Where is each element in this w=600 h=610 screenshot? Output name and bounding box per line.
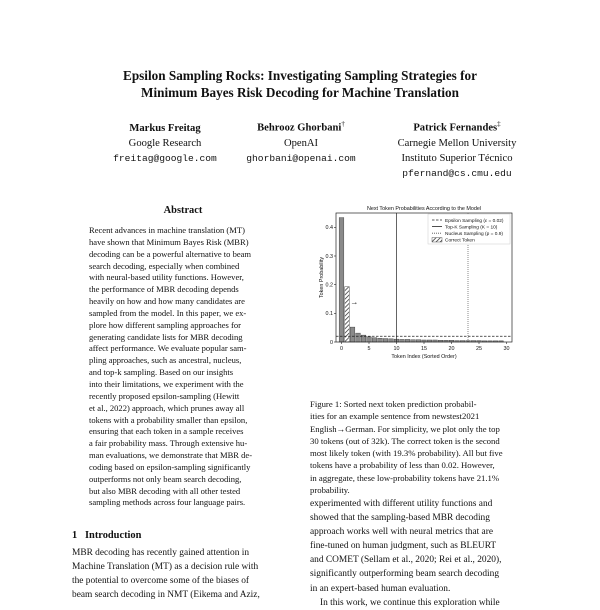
author-name: Behrooz Ghorbani <box>257 122 342 134</box>
y-axis-label: Token Probability <box>319 256 325 299</box>
introduction-line: Machine Translation (MT) as a decision rule with <box>72 562 259 573</box>
author-email: ghorbani@openai.com <box>246 152 356 164</box>
caption-line: most likely token (with 19.3% probability). All but five <box>310 448 503 459</box>
body-line: showed that the sampling-based MBR decoding <box>310 513 490 524</box>
introduction-line: beam search decoding in NMT (Eikema and Aziz, <box>72 590 260 601</box>
x-tick-label: 15 <box>421 346 427 352</box>
abstract-line: plore how different sampling approaches for <box>89 319 241 330</box>
abstract-line: tokens with a probability smaller than epsilon, <box>89 414 248 425</box>
abstract-line: outperforms not only beam search decoding, <box>89 473 242 484</box>
title-line-2: Minimum Bayes Risk Decoding for Machine Translation <box>141 85 459 100</box>
caption-line: probability. <box>310 485 350 496</box>
correct-token-bar <box>345 287 350 342</box>
abstract-line: search decoding, especially when combined <box>89 260 240 271</box>
author-affiliation: Google Research <box>128 138 202 149</box>
x-tick-label: 0 <box>340 346 343 352</box>
y-tick-label: 0 <box>330 339 333 346</box>
author-affiliation: Instituto Superior Técnico <box>401 152 513 164</box>
author-email: pfernand@cs.cmu.edu <box>402 167 512 179</box>
author-email: freitag@google.com <box>113 153 217 164</box>
author-block-3 <box>372 117 542 181</box>
body-line: experimented with different utility functions and <box>310 499 493 509</box>
legend-label: Epsilon Sampling (ε = 0.02) <box>445 218 504 224</box>
y-tick-label: 0.4 <box>325 225 333 232</box>
legend-label: Nucleus Sampling (p = 0.9) <box>445 232 503 237</box>
abstract-line: generating candidate lists for MBR decoding <box>89 331 243 342</box>
y-tick-label: 0.1 <box>325 311 333 318</box>
author-affiliation: OpenAI <box>283 137 319 149</box>
legend-swatch <box>432 238 442 242</box>
legend-label: Top-K Sampling (K = 10) <box>445 225 498 231</box>
section-heading-introduction <box>72 530 141 541</box>
probability-bar <box>367 337 372 342</box>
legend-label: Correct Token <box>445 238 475 244</box>
paper-title <box>0 67 600 101</box>
author-block-2 <box>228 117 374 166</box>
x-axis-label: Token Index (Sorted Order) <box>391 354 457 360</box>
abstract-line: decoding can be a powerful alternative to beam <box>89 248 252 259</box>
abstract-line: Recent advances in machine translation (MT) <box>89 225 245 235</box>
caption-line: ities for an example sentence from newstest2021 <box>310 411 480 422</box>
probability-bar <box>339 218 344 342</box>
x-tick-label: 30 <box>503 346 510 352</box>
caption-line: Figure 1: Sorted next token prediction probabil- <box>310 399 477 409</box>
abstract-line: sampling methods across four language pairs. <box>89 497 246 508</box>
caption-line: 30 tokens (out of 32k). The correct token is the second <box>310 435 500 446</box>
abstract-heading: Abstract <box>163 205 203 216</box>
probability-bar <box>389 339 394 342</box>
body-line: approach works well with neural metrics that are <box>310 527 494 538</box>
probability-bar <box>350 327 355 342</box>
abstract-line: pling approaches, such as ancestral, nucleus, <box>89 355 242 366</box>
section-number: 1 <box>72 530 78 541</box>
introduction-line: MBR decoding has recently gained attention in <box>72 548 250 558</box>
x-tick-label: 25 <box>476 346 482 352</box>
author-name: Patrick Fernandes <box>413 122 498 134</box>
body-line: In this work, we continue this exploration while <box>320 597 500 608</box>
body-line: in an expert-based human evaluation. <box>310 583 451 594</box>
x-tick-label: 5 <box>367 346 371 352</box>
probability-bar <box>405 339 410 342</box>
body-line: fine-tuned on human judgment, such as BLEURT <box>310 541 497 552</box>
probability-bar <box>383 339 388 342</box>
y-tick-label: 0.2 <box>325 282 333 289</box>
introduction-line: the potential to overcome some of the biases of <box>72 576 250 587</box>
abstract-line: the performance of MBR decoding depends <box>89 284 239 295</box>
author-name: Markus Freitag <box>129 123 201 134</box>
body-line: and COMET (Sellam et al., 2020; Rei et al., 2020), <box>310 555 502 566</box>
abstract-line: coding based on epsilon-sampling significantly <box>89 461 251 472</box>
title-line-1: Epsilon Sampling Rocks: Investigating Sampling Strategies for <box>123 68 477 83</box>
abstract-line: but also MBR decoding with all other tested <box>89 485 241 496</box>
abstract-line: and top-k sampling. Based on our insights <box>89 367 234 378</box>
probability-bar <box>356 333 361 342</box>
abstract-line: sampled from the model. In this paper, we ex- <box>89 307 247 318</box>
abstract-line: man evaluations, we demonstrate that MBR de- <box>89 450 253 461</box>
figure-1-chart <box>310 202 530 392</box>
abstract-body <box>89 225 284 509</box>
abstract-line: into their limitations, we experiment with the <box>89 378 244 389</box>
caption-line: in aggregate, these low-probability tokens have 21.1% <box>310 472 500 483</box>
probability-bar <box>378 338 383 342</box>
abstract-line: heavily on how and how many candidates are <box>89 296 245 307</box>
abstract-line: have shown that Minimum Bayes Risk (MBR) <box>89 236 249 247</box>
abstract-line: with neural-based utility functions. However, <box>89 272 244 283</box>
figure-1-caption <box>310 398 528 496</box>
body-line: significantly outperforming beam search decoding <box>310 569 500 580</box>
right-column-body <box>310 497 535 610</box>
probability-bar <box>372 338 377 342</box>
chart-title: Next Token Probabilities According to the Model <box>366 206 482 212</box>
author-mark: † <box>341 120 345 128</box>
introduction-body <box>72 546 297 602</box>
author-affiliation: Carnegie Mellon University <box>397 137 517 149</box>
abstract-line: ensuring that each token in a sample receives <box>89 426 244 437</box>
x-tick-label: 10 <box>393 346 400 352</box>
caption-line: English→German. For simplicity, we plot only the top <box>310 423 500 434</box>
author-mark: ‡ <box>497 120 501 128</box>
x-tick-label: 20 <box>448 346 455 352</box>
author-block-1 <box>90 121 240 166</box>
abstract-line: a fair probability mass. Through extensive hu- <box>89 438 248 449</box>
correct-token-arrow: → <box>350 297 359 307</box>
caption-line: tokens have a probability of less than 0.02. However, <box>310 460 495 471</box>
abstract-line: et al., 2022) approach, which prunes away all <box>89 402 245 413</box>
y-tick-label: 0.3 <box>325 253 333 260</box>
section-title: Introduction <box>85 530 142 541</box>
probability-bar <box>400 339 405 342</box>
abstract-line: affect performance. We evaluate popular sam- <box>89 343 247 354</box>
abstract-line: recently proposed epsilon-sampling (Hewitt <box>89 390 240 401</box>
